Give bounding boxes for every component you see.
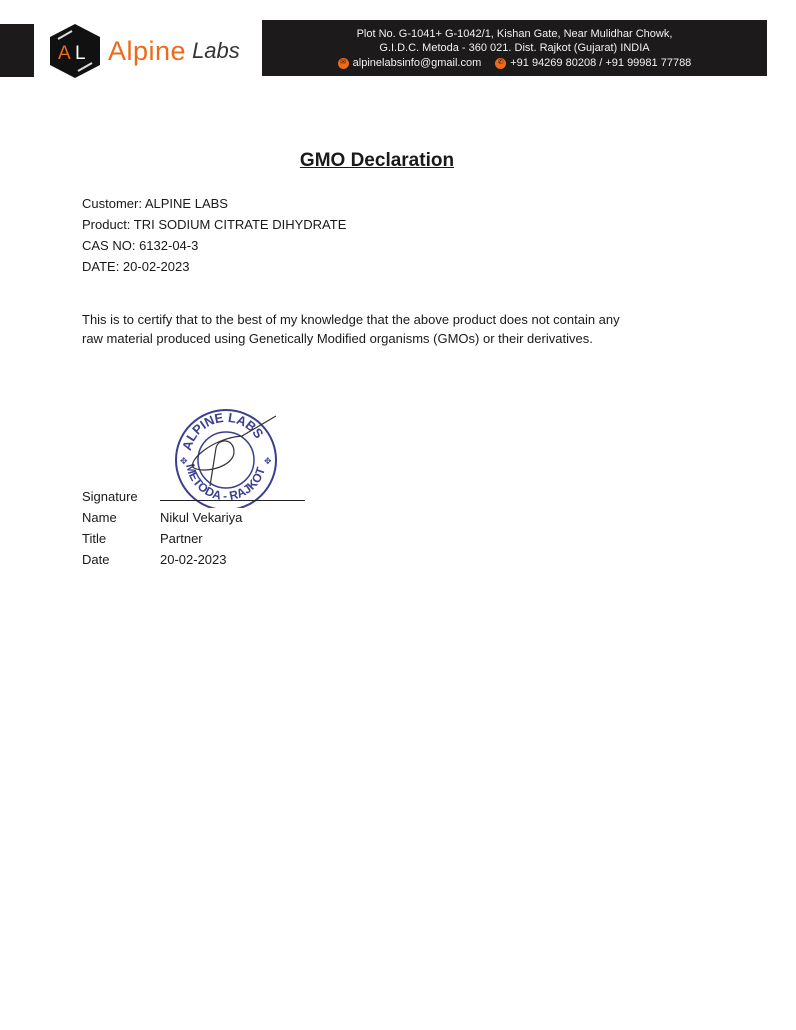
stamp-top-text: ALPINE LABS	[178, 409, 267, 453]
product-details	[82, 193, 346, 277]
phone-icon: ✆	[495, 58, 506, 69]
address-line-2: G.I.D.C. Metoda - 360 021. Dist. Rajkot (Gujarat) INDIA	[379, 42, 650, 54]
email-text: alpinelabsinfo@gmail.com	[352, 57, 482, 69]
date-label: Date	[82, 552, 110, 567]
phone-text: +91 94269 80208 / +91 99981 77788	[510, 57, 692, 69]
hexagon-logo-icon	[48, 22, 102, 80]
address-line-1: Plot No. G-1041+ G-1042/1, Kishan Gate, Near Mulidhar Chowk,	[356, 28, 673, 40]
certification-statement	[82, 310, 702, 348]
date-line: DATE: 20-02-2023	[82, 259, 190, 274]
statement-line-2: raw material produced using Genetically Modified organisms (GMOs) or their derivatives.	[82, 331, 593, 346]
svg-text:L: L	[75, 43, 86, 64]
svg-text:✥: ✥	[264, 456, 272, 466]
signature-block	[82, 486, 242, 570]
product-line: Product: TRI SODIUM CITRATE DIHYDRATE	[82, 217, 347, 232]
document-title: GMO Declaration	[299, 150, 455, 171]
brand-name: Alpine	[108, 35, 187, 66]
title-label: Title	[82, 531, 107, 546]
header-contact-bar	[262, 20, 767, 76]
name-value: Nikul Vekariya	[160, 510, 243, 525]
title-value: Partner	[160, 531, 203, 546]
stamp-bottom-text: METODA - RAJKOT	[183, 462, 269, 504]
svg-text:A: A	[58, 43, 71, 64]
header-left-bar	[0, 24, 34, 77]
cas-line: CAS NO: 6132-04-3	[82, 238, 199, 253]
company-logo	[48, 22, 240, 80]
mail-icon: ✉	[338, 58, 349, 69]
svg-text:✥: ✥	[180, 456, 188, 466]
signature-label: Signature	[82, 489, 138, 504]
customer-line: Customer: ALPINE LABS	[82, 196, 228, 211]
name-label: Name	[82, 510, 117, 525]
date-value: 20-02-2023	[160, 552, 227, 567]
brand-suffix: Labs	[192, 38, 240, 63]
statement-line-1: This is to certify that to the best of my knowledge that the above product does not contain any	[82, 312, 620, 327]
